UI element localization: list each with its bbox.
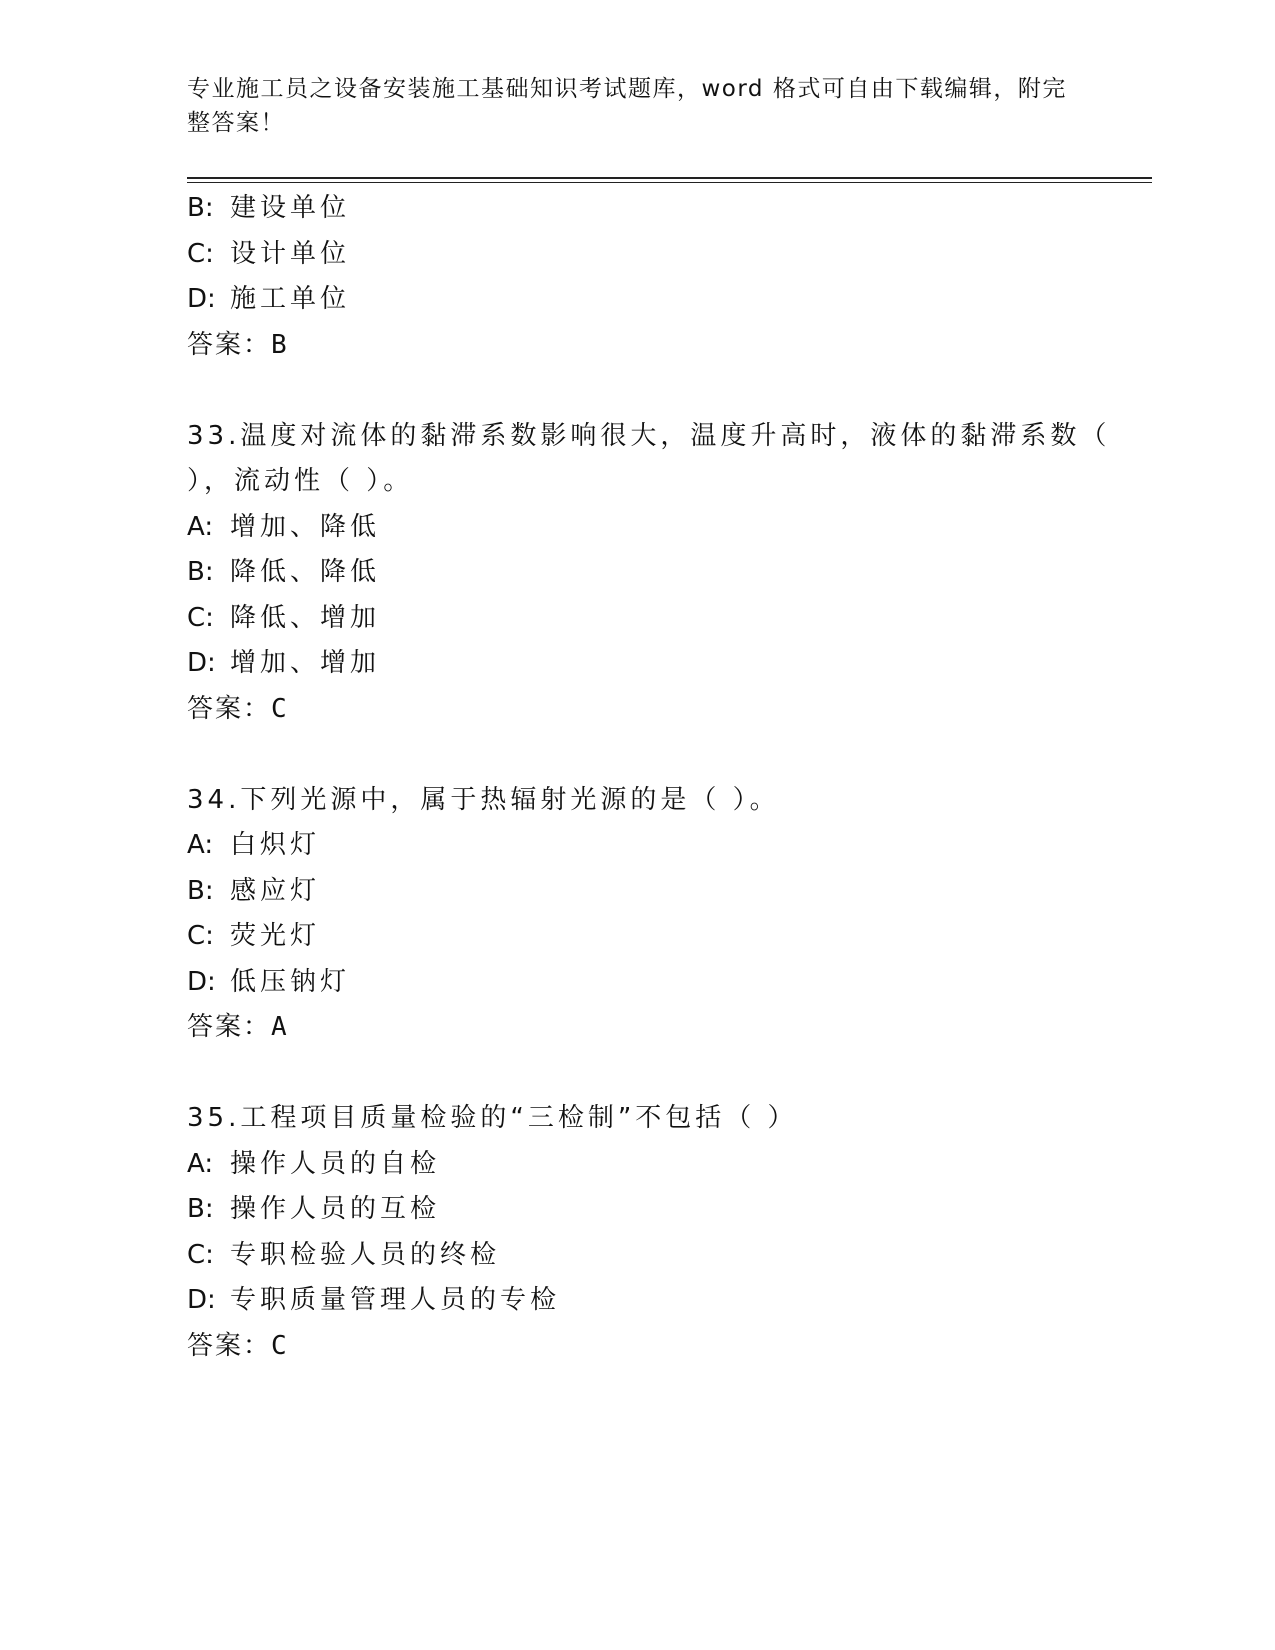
question-text-line-1: 35.工程项目质量检验的“三检制”不包括（ ） — [187, 1103, 798, 1133]
option-key: C: — [187, 921, 214, 951]
header-title-line-2: 整答案！ — [187, 110, 285, 136]
answer-line — [187, 1324, 1087, 1370]
option-text: 降低、增加 — [230, 602, 381, 633]
option-d — [187, 960, 1087, 1006]
option-text: 专职质量管理人员的专检 — [230, 1285, 561, 1315]
option-text: 增加、降低 — [230, 511, 381, 542]
option-text: 设计单位 — [230, 238, 351, 269]
document-header — [187, 72, 1067, 140]
option-key: D: — [187, 284, 216, 314]
option-text: 白炽灯 — [230, 830, 321, 860]
option-key: D: — [187, 648, 216, 678]
option-b — [187, 869, 1087, 915]
option-text: 操作人员的自检 — [230, 1148, 441, 1179]
option-key: C: — [187, 602, 214, 633]
question-35 — [187, 1096, 1087, 1369]
option-key: B: — [187, 557, 214, 587]
spacer — [187, 368, 1087, 414]
option-a — [187, 823, 1087, 869]
question-text-line-1: 33.温度对流体的黏滞系数影响很大，温度升高时，液体的黏滞系数（ — [187, 420, 1111, 451]
question-list — [187, 186, 1111, 1369]
answer-label: 答案： — [187, 1012, 272, 1042]
answer-line — [187, 1005, 1087, 1051]
option-c — [187, 914, 1087, 960]
option-a — [187, 1142, 1087, 1188]
spacer — [187, 732, 1087, 778]
answer-label: 答案： — [187, 693, 272, 724]
answer-value: C — [271, 693, 287, 724]
option-key: B: — [187, 193, 214, 223]
option-text: 建设单位 — [230, 193, 351, 223]
option-text: 感应灯 — [230, 875, 321, 906]
answer-line — [187, 323, 1087, 369]
option-c — [187, 232, 1087, 278]
question-33 — [187, 414, 1111, 733]
option-key: D: — [187, 966, 216, 997]
answer-label: 答案： — [187, 1330, 272, 1361]
option-key: B: — [187, 1194, 214, 1224]
option-text: 操作人员的互检 — [230, 1194, 441, 1224]
option-d — [187, 277, 1087, 323]
question-34 — [187, 778, 1087, 1051]
option-key: A: — [187, 1148, 214, 1179]
header-divider-thin — [187, 182, 1152, 183]
option-c — [187, 596, 1087, 642]
question-32-continued — [187, 186, 1087, 368]
answer-value: A — [271, 1012, 287, 1042]
answer-value: C — [271, 1330, 287, 1361]
option-d — [187, 1278, 1087, 1324]
header-divider-thick — [187, 177, 1152, 179]
option-key: C: — [187, 1239, 214, 1270]
answer-line — [187, 687, 1087, 733]
option-text: 降低、降低 — [230, 557, 381, 587]
option-b — [187, 550, 1087, 596]
answer-label: 答案： — [187, 329, 272, 360]
option-key: A: — [187, 511, 214, 542]
spacer — [187, 1051, 1087, 1097]
option-text: 专职检验人员的终检 — [230, 1239, 501, 1270]
option-b — [187, 1187, 1087, 1233]
option-text: 施工单位 — [230, 284, 351, 314]
option-key: B: — [187, 875, 214, 906]
option-key: A: — [187, 830, 214, 860]
option-text: 低压钠灯 — [230, 966, 351, 997]
header-title-line-1: 专业施工员之设备安装施工基础知识考试题库，word 格式可自由下载编辑，附完 — [187, 76, 1067, 102]
option-a — [187, 505, 1087, 551]
option-d — [187, 641, 1087, 687]
option-key: C: — [187, 238, 214, 269]
answer-value: B — [271, 329, 287, 360]
option-b — [187, 186, 1087, 232]
option-key: D: — [187, 1285, 216, 1315]
option-text: 荧光灯 — [230, 921, 321, 951]
question-text-line-2: ），流动性（ ）。 — [187, 466, 414, 496]
question-text-line-1: 34.下列光源中，属于热辐射光源的是（ ）。 — [187, 784, 780, 815]
option-c — [187, 1233, 1087, 1279]
option-text: 增加、增加 — [230, 648, 381, 678]
